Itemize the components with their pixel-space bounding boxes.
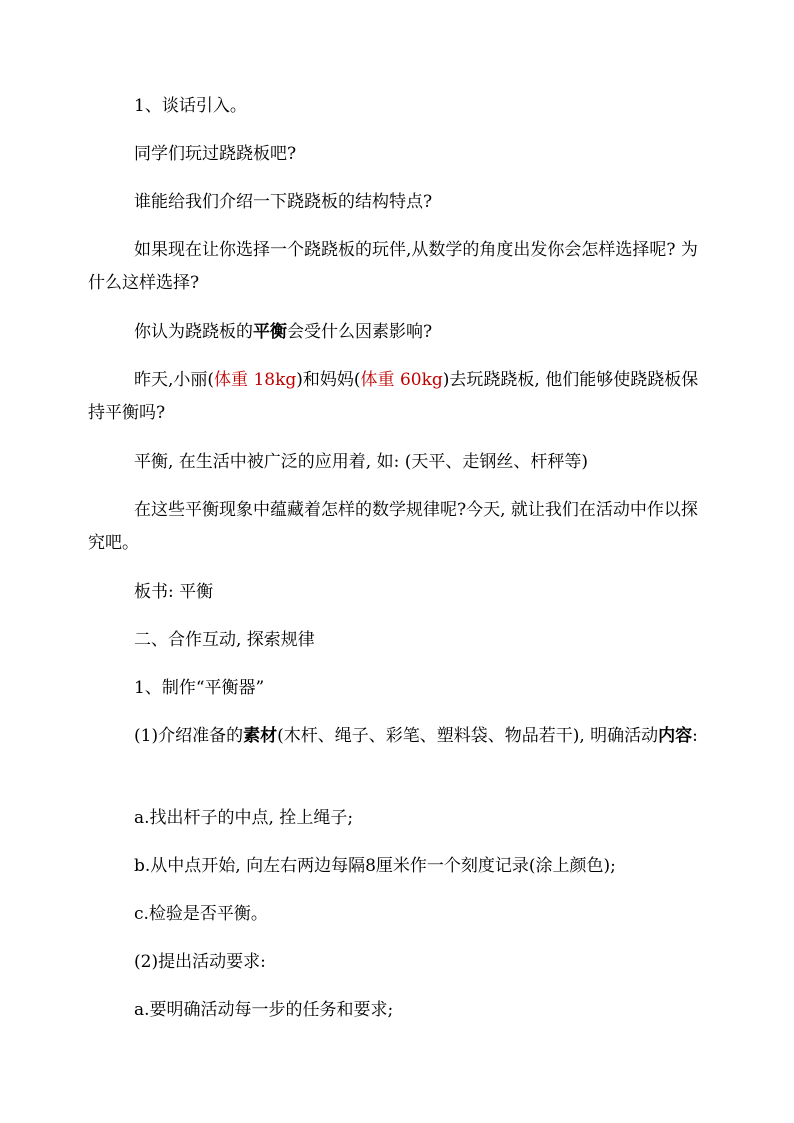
bold-term-balance: 平衡 bbox=[253, 322, 287, 342]
text-segment: (1)介绍准备的 bbox=[134, 726, 244, 746]
paragraph-math-rules: 在这些平衡现象中蕴藏着怎样的数学规律呢?今天, 就让我们在活动中作以探究吧。 bbox=[88, 500, 698, 553]
text-segment: 会受什么因素影响? bbox=[287, 322, 433, 342]
bold-term-content: 内容 bbox=[658, 726, 693, 746]
paragraph-choose-partner: 如果现在让你选择一个跷跷板的玩伴,从数学的角度出发你会怎样选择呢? 为什么这样选择? bbox=[88, 240, 698, 293]
text-segment: 你认为跷跷板的 bbox=[134, 322, 253, 342]
bold-term-materials: 素材 bbox=[243, 726, 278, 746]
paragraph-balance-factors bbox=[88, 316, 706, 349]
step-a-midpoint: a.找出杆子的中点, 拴上绳子; bbox=[134, 808, 354, 828]
text-segment: (木杆、绳子、彩笔、塑料袋、物品若干), 明确活动 bbox=[277, 726, 659, 746]
paragraph-xiaoli-mom bbox=[88, 364, 706, 430]
highlight-weight-mom: 体重 60kg bbox=[360, 370, 443, 390]
text-segment: )和妈妈( bbox=[296, 370, 361, 390]
step-c-check: c.检验是否平衡。 bbox=[134, 904, 268, 924]
step-b-markings: b.从中点开始, 向左右两边每隔8厘米作一个刻度记录(涂上颜色); bbox=[134, 856, 616, 876]
paragraph-structure-question: 谁能给我们介绍一下跷跷板的结构特点? bbox=[134, 192, 433, 212]
requirement-a: a.要明确活动每一步的任务和要求; bbox=[134, 1000, 394, 1020]
text-segment: : bbox=[692, 726, 698, 746]
paragraph-make-balancer: 1、制作“平衡器” bbox=[134, 678, 265, 698]
paragraph-requirements: (2)提出活动要求: bbox=[134, 952, 266, 972]
paragraph-balance-applications: 平衡, 在生活中被广泛的应用着, 如: (天平、走钢丝、杆秤等) bbox=[134, 452, 589, 472]
paragraph-board-writing: 板书: 平衡 bbox=[134, 582, 214, 602]
paragraph-intro-heading: 1、谈话引入。 bbox=[134, 96, 247, 116]
paragraph-question-seesaw: 同学们玩过跷跷板吧? bbox=[134, 144, 297, 164]
paragraph-materials bbox=[88, 720, 706, 753]
highlight-weight-xiaoli: 体重 18kg bbox=[214, 370, 297, 390]
text-segment: 昨天,小丽( bbox=[134, 370, 215, 390]
section-heading-cooperation: 二、合作互动, 探索规律 bbox=[134, 630, 315, 650]
text-segment: )去玩跷跷板, 他们能够使跷跷板保持平衡吗? bbox=[88, 370, 699, 423]
